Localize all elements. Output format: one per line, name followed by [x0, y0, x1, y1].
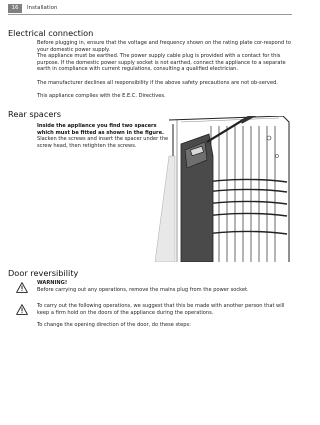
electrical-paragraph-3: The manufacturer declines all responsibility if the above safety precautions are not ob-served.: [37, 80, 278, 86]
warning-icon: [16, 282, 28, 293]
rear-spacers-bold-text: Inside the appliance you find two spacers which must be fitted as shown in the figure.: [37, 123, 164, 136]
header-title: Installation: [27, 5, 58, 11]
warning-text: Before carrying out any operations, remove the mains plug from the power socket.: [37, 287, 249, 293]
caution-text: To carry out the following operations, we suggest that this be made with another person that will keep a firm hold on the doors of the appliance during the operations.: [37, 303, 285, 316]
door-heading: Door reversibility: [8, 268, 79, 278]
rear-spacers-heading: Rear spacers: [8, 109, 61, 119]
electrical-paragraph-4: This appliance complies with the E.E.C. Directives.: [37, 93, 166, 99]
rear-spacer-illustration: [151, 116, 292, 262]
header-divider: [8, 14, 292, 15]
steps-intro: To change the opening direction of the door, do these steps:: [37, 322, 191, 328]
page-number: 16: [8, 4, 22, 13]
rear-spacers-instruction: Slacken the screws and insert the spacer under the screw head, then retighten the screws.: [37, 136, 169, 149]
page-header: [8, 4, 292, 13]
warning-title: WARNING!: [37, 280, 68, 286]
electrical-paragraph-2: The appliance must be earthed. The power supply cable plug is provided with a contact for this purpose. If the domestic power supply socket is not earthed, connect the appliance to a separate earth in compliance with current regulations, consulting a qualified electrician.: [37, 53, 286, 73]
caution-icon: [16, 304, 28, 315]
electrical-paragraph-1: Before plugging in, ensure that the voltage and frequency shown on the rating plate cor-respond to your domestic power supply.: [37, 40, 291, 53]
electrical-heading: Electrical connection: [8, 28, 94, 38]
